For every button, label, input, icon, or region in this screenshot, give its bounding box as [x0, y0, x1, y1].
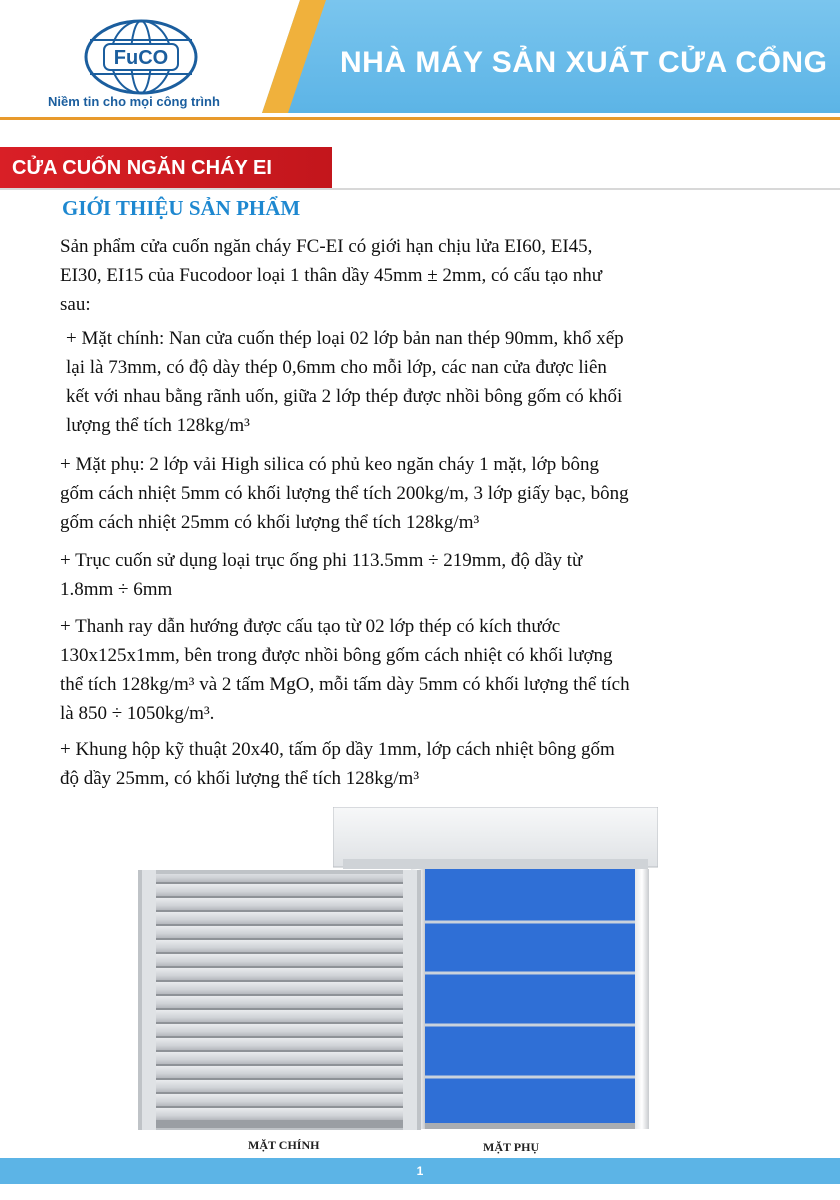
- spec-line: + Mặt chính: Nan cửa cuốn thép loại 02 lớp bản nan thép 90mm, khổ xếp: [66, 328, 624, 349]
- section-label-text: CỬA CUỐN NGĂN CHÁY EI: [12, 157, 272, 179]
- spec-line: + Thanh ray dẫn hướng được cấu tạo từ 02 lớp thép có kích thước: [60, 616, 561, 637]
- spec-line: là 850 ÷ 1050kg/m³.: [60, 703, 215, 724]
- intro-line: EI30, EI15 của Fucodoor loại 1 thân dầy 45mm ± 2mm, có cấu tạo như: [60, 265, 603, 286]
- fuco-logo: [82, 18, 200, 96]
- caption-main-face: MẶT CHÍNH: [248, 1138, 320, 1152]
- spec-item-secondary-face: [60, 450, 750, 537]
- caption-secondary-face: MẶT PHỤ: [483, 1140, 540, 1154]
- intro-heading: GIỚI THIỆU SẢN PHẨM: [62, 196, 301, 220]
- spec-item-frame-box: [60, 735, 750, 793]
- intro-paragraph: [60, 232, 740, 319]
- spec-line: 130x125x1mm, bên trong được nhồi bông gốm cách nhiệt có khối lượng: [60, 645, 613, 666]
- spec-item-main-face: [66, 324, 746, 440]
- section-divider: [0, 188, 840, 190]
- intro-line: Sản phẩm cửa cuốn ngăn cháy FC-EI có giới hạn chịu lửa EI60, EI45,: [60, 236, 593, 257]
- section-label: [0, 147, 332, 189]
- spec-line: gốm cách nhiệt 25mm có khối lượng thể tích 128kg/m³: [60, 512, 480, 533]
- spec-line: kết với nhau bằng rãnh uốn, giữa 2 lớp thép được nhồi bông gốm có khối: [66, 386, 623, 407]
- spec-line: độ dầy 25mm, có khối lượng thể tích 128kg/m³: [60, 768, 420, 789]
- spec-line: lượng thể tích 128kg/m³: [66, 415, 250, 436]
- spec-item-guide-rail: [60, 612, 750, 728]
- page-number: 1: [416, 1164, 424, 1178]
- page-header: [0, 0, 840, 120]
- spec-line: + Trục cuốn sử dụng loại trục ống phi 113.5mm ÷ 219mm, độ dầy từ: [60, 550, 583, 571]
- spec-line: 1.8mm ÷ 6mm: [60, 579, 173, 600]
- spec-line: thể tích 128kg/m³ và 2 tấm MgO, mỗi tấm dày 5mm có khối lượng thể tích: [60, 674, 630, 695]
- intro-line: sau:: [60, 294, 91, 315]
- spec-line: + Mặt phụ: 2 lớp vải High silica có phủ keo ngăn cháy 1 mặt, lớp bông: [60, 454, 599, 475]
- header-divider: [0, 117, 840, 120]
- spec-item-roller-shaft: [60, 546, 750, 604]
- slogan: Niềm tin cho mọi công trình: [48, 94, 220, 109]
- spec-line: gốm cách nhiệt 5mm có khối lượng thể tích 200kg/m, 3 lớp giấy bạc, bông: [60, 483, 629, 504]
- main-face-door-image: [138, 870, 421, 1130]
- logo-text: FuCO: [113, 47, 169, 69]
- spec-line: lại là 73mm, có độ dày thép 0,6mm cho mỗi lớp, các nan cửa được liên: [66, 357, 607, 378]
- header-title: NHÀ MÁY SẢN XUẤT CỬA CỔNG: [340, 46, 828, 79]
- spec-line: + Khung hộp kỹ thuật 20x40, tấm ốp dầy 1mm, lớp cách nhiệt bông gốm: [60, 739, 615, 760]
